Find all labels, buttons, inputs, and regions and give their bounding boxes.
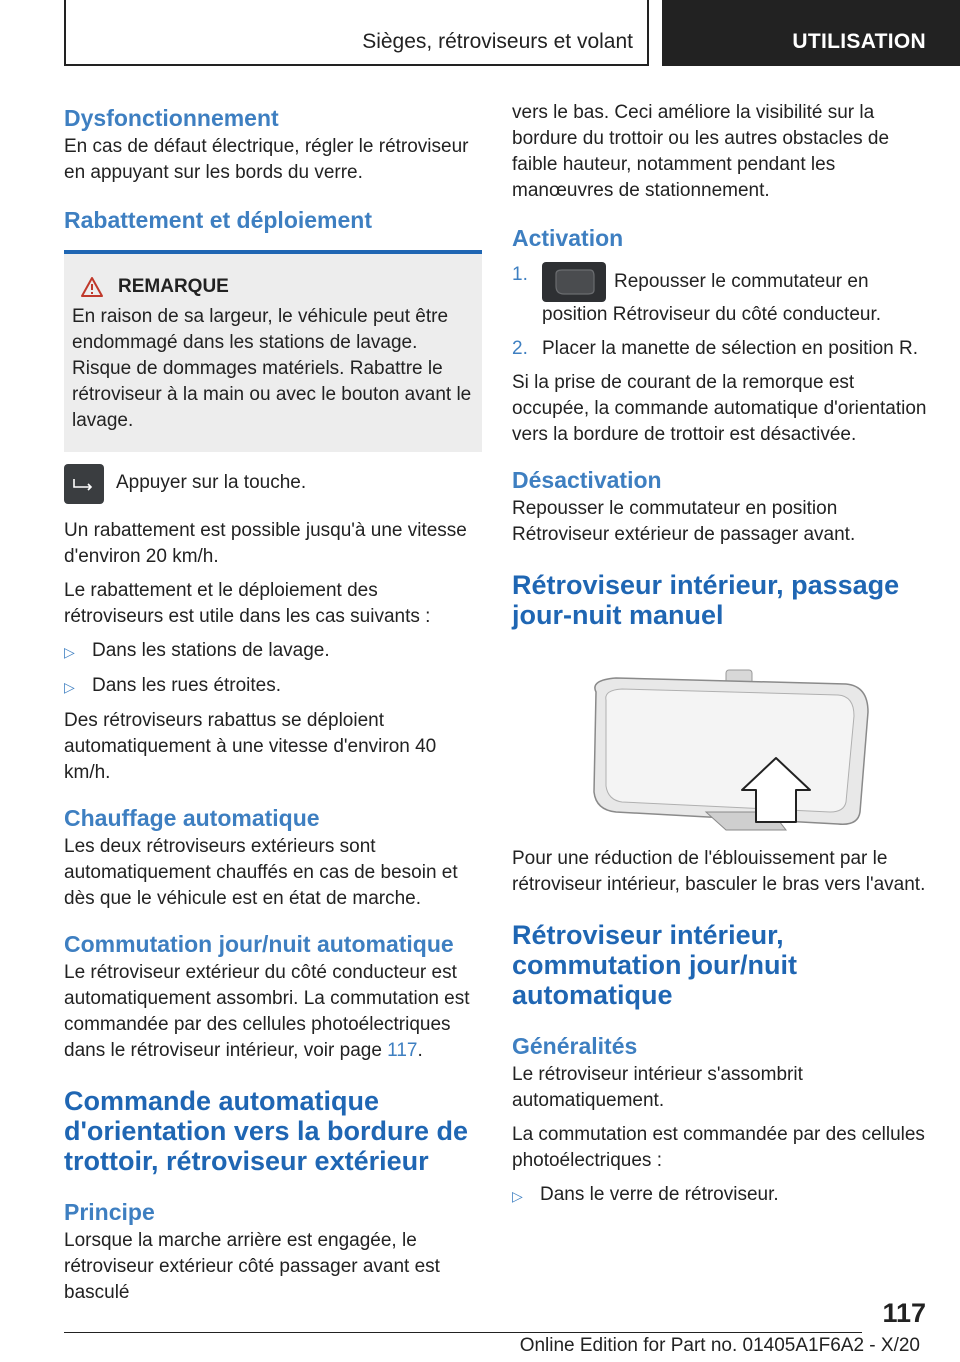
rab-para-2: Le rabattement et le déploiement des rétroviseurs est utile dans les cas suivants :: [64, 580, 431, 627]
heading-desactivation: Désactivation: [512, 467, 662, 493]
left-column: [64, 100, 482, 1314]
right-column: [512, 100, 930, 1217]
page-number: 117: [882, 1298, 926, 1328]
heading-activation: Activation: [512, 225, 624, 251]
rear-mirror-illustration: [576, 662, 876, 832]
heading-interior-auto: Rétroviseur intérieur, commutation jour/nuit automatique: [512, 920, 797, 1010]
cont-text: vers le bas. Ceci améliore la visibilité sur la bordure du trottoir ou les autres obstacles de faible hauteur, notamment pendant les manœuvres de stationnement.: [512, 102, 890, 201]
fold-button-row: [64, 470, 482, 504]
heading-principe: Principe: [64, 1199, 155, 1225]
warning-icon: [80, 276, 104, 298]
list-item: 2. Placer la manette de sélection en position R.: [512, 338, 918, 359]
gen-para-2: La commutation est commandée par des cellules photoélectriques :: [512, 1124, 925, 1171]
page-link[interactable]: 117: [387, 1040, 418, 1061]
gen-para-1: Le rétroviseur intérieur s'assombrit automatiquement.: [512, 1064, 803, 1111]
rab-para-3: Des rétroviseurs rabattus se déploient automatiquement à une vitesse d'environ 40 km/h.: [64, 710, 437, 783]
mirror-fold-button-icon: [64, 464, 104, 504]
heading-generalites: Généralités: [512, 1033, 638, 1059]
heading-chauffage: Chauffage automatique: [64, 805, 320, 831]
note-title: REMARQUE: [118, 276, 229, 297]
bullet-triangle-icon: ▷: [64, 644, 75, 660]
press-text: Appuyer sur la touche.: [116, 472, 307, 493]
bullet-triangle-icon: ▷: [512, 1188, 523, 1204]
note-box: [64, 250, 482, 452]
principe-text: Lorsque la marche arrière est engagée, le rétroviseur extérieur côté passager avant est basculé: [64, 1230, 440, 1303]
edition-text: Online Edition for Part no. 01405A1F6A2 - X/20: [519, 1335, 920, 1356]
heading-dysfonctionnement: Dysfonctionnement: [64, 105, 279, 131]
list-item: ▷ Dans les stations de lavage.: [64, 638, 482, 665]
bullet-triangle-icon: ▷: [64, 679, 75, 695]
note-text: En raison de sa largeur, le véhicule peut être endommagé dans les stations de lavage. Risque de dommages matériels. Rabattre le rétroviseur à la main ou avec le bouton avant le lavage.: [72, 306, 472, 431]
heading-interior-manual: Rétroviseur intérieur, passage jour-nuit manuel: [512, 570, 900, 630]
section-tab: [64, 0, 649, 66]
note-heading: [72, 276, 472, 298]
heading-commutation: Commutation jour/nuit automatique: [64, 931, 454, 957]
desact-text: Repousser le commutateur en position Rétroviseur extérieur de passager avant.: [512, 498, 856, 545]
footer-divider: [64, 1332, 862, 1333]
comm-text: Le rétroviseur extérieur du côté conducteur est automatiquement assombri. La commutation est commandée par des cellules photoélectriques dans le rétroviseur intérieur, voir page 117.: [64, 962, 470, 1061]
heading-commande-auto: Commande automatique d'orientation vers la bordure de trottoir, rétroviseur extérieur: [64, 1086, 468, 1176]
chapter-tab: [662, 0, 960, 66]
chauf-text: Les deux rétroviseurs extérieurs sont automatiquement chauffés en cas de besoin et dès que le véhicule est en état de marche.: [64, 836, 458, 909]
chapter-title: UTILISATION: [792, 30, 926, 53]
rab-para-1: Un rabattement est possible jusqu'à une vitesse d'environ 20 km/h.: [64, 520, 467, 567]
dysf-text: En cas de défaut électrique, régler le rétroviseur en appuyant sur les bords du verre.: [64, 136, 469, 183]
mirror-switch-icon: [542, 262, 606, 302]
list-item: ▷ Dans les rues étroites.: [64, 673, 482, 700]
act-text: Si la prise de courant de la remorque est occupée, la commande automatique d'orientation vers la bordure de trottoir est désactivée.: [512, 372, 927, 445]
page-header: [0, 0, 960, 68]
list-item: ▷ Dans le verre de rétroviseur.: [512, 1182, 930, 1209]
heading-rabattement: Rabattement et déploiement: [64, 207, 372, 233]
int-text: Pour une réduction de l'éblouissement par le rétroviseur intérieur, basculer le bras vers l'avant.: [512, 848, 926, 895]
section-title: Sièges, rétroviseurs et volant: [362, 30, 633, 53]
list-item: 1. Repousser le commutateur en position Rétroviseur du côté conducteur.: [512, 264, 882, 325]
